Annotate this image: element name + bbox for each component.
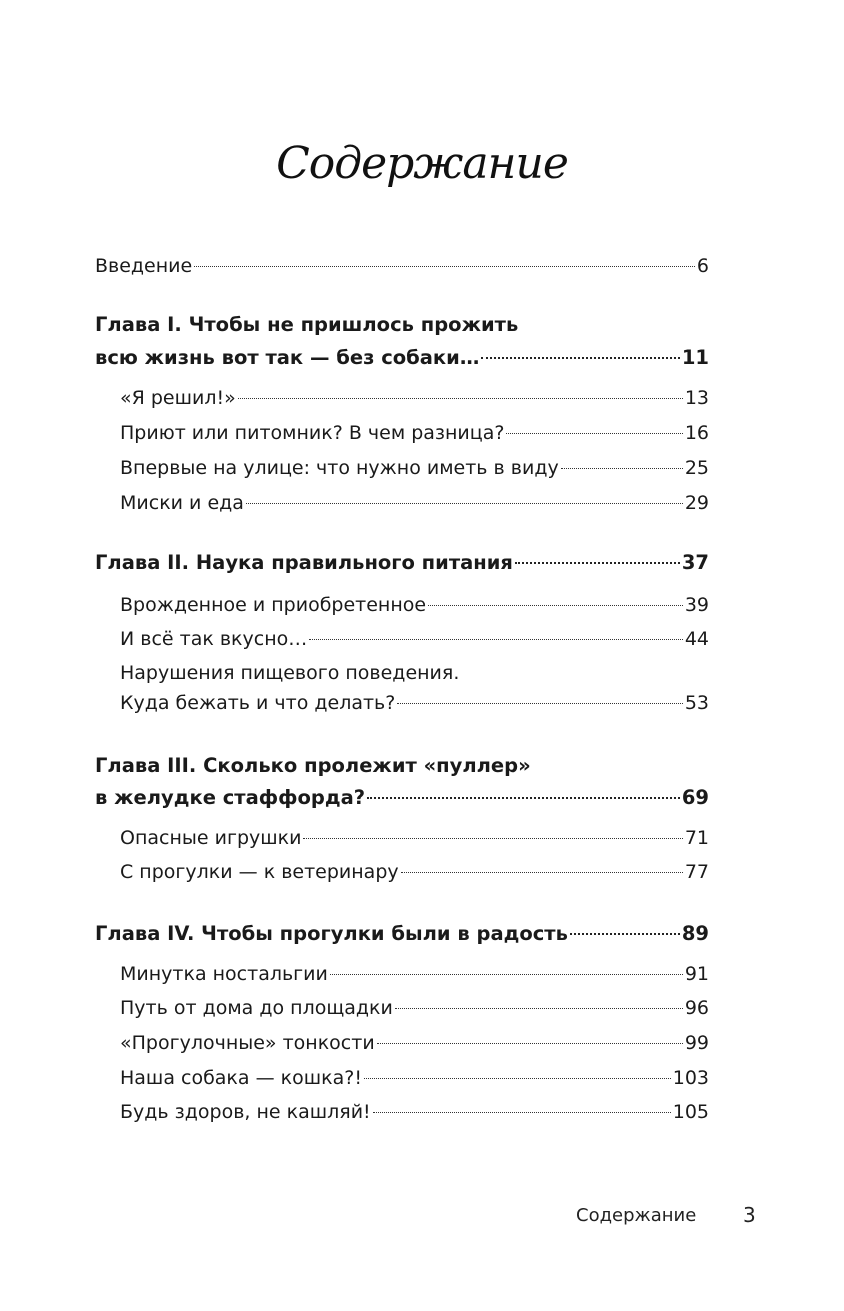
toc-entry-page: 44: [684, 628, 709, 650]
toc-entry-intro[interactable]: [95, 254, 709, 278]
toc-entry-label: С прогулки — к ветеринару: [120, 861, 399, 883]
dot-leader: [515, 562, 680, 564]
running-footer-label: Содержание: [576, 1205, 697, 1226]
dot-leader: [377, 1043, 683, 1044]
toc-entry-label: в желудке стаффорда?: [95, 786, 366, 809]
toc-entry-label: Путь от дома до площадки: [120, 997, 393, 1019]
toc-entry-label: «Прогулочные» тонкости: [120, 1032, 375, 1054]
toc-entry-page: 53: [684, 692, 709, 714]
toc-entry-page: 103: [672, 1067, 709, 1089]
toc-entry-ch1-s2[interactable]: [120, 421, 709, 445]
toc-entry-page: 39: [684, 594, 709, 616]
toc-entry-page: 89: [681, 922, 709, 945]
toc-entry-label: Минутка ностальгии: [120, 963, 328, 985]
toc-entry-label: Врожденное и приобретенное: [120, 594, 427, 616]
page-title: Содержание: [276, 138, 568, 189]
toc-entry-label: Наша собака — кошка?!: [120, 1067, 362, 1089]
toc-chapter-3-line1[interactable]: Глава III. Сколько пролежит «пуллер»: [95, 754, 531, 777]
toc-entry-ch4-s1[interactable]: [120, 962, 709, 986]
dot-leader: [481, 357, 680, 359]
toc-entry-page: 91: [684, 963, 709, 985]
toc-entry-ch3-s1[interactable]: [120, 826, 709, 850]
toc-entry-ch2-s3-line1[interactable]: Нарушения пищевого поведения.: [120, 662, 460, 684]
toc-entry-ch1-s3[interactable]: [120, 456, 709, 480]
toc-entry-page: 96: [684, 997, 709, 1019]
toc-entry-ch4-s2[interactable]: [120, 996, 709, 1020]
dot-leader: [506, 433, 682, 434]
dot-leader: [561, 468, 683, 469]
toc-entry-page: 25: [684, 457, 709, 479]
dot-leader: [246, 503, 683, 504]
toc-entry-label: Глава II. Наука правильного питания: [95, 551, 513, 574]
dot-leader: [395, 1008, 683, 1009]
dot-leader: [364, 1078, 671, 1079]
dot-leader: [428, 605, 683, 606]
dot-leader: [401, 872, 683, 873]
toc-entry-ch3-s2[interactable]: [120, 860, 709, 884]
toc-entry-page: 11: [681, 346, 709, 369]
toc-entry-label: «Я решил!»: [120, 387, 236, 409]
dot-leader: [367, 797, 680, 799]
toc-entry-page: 29: [684, 492, 709, 514]
toc-chapter-2[interactable]: [95, 551, 709, 575]
dot-leader: [194, 266, 695, 267]
toc-entry-page: 77: [684, 861, 709, 883]
toc-entry-label: Приют или питомник? В чем разница?: [120, 422, 505, 444]
toc-entry-label: Введение: [95, 255, 193, 277]
toc-entry-label: Опасные игрушки: [120, 827, 302, 849]
toc-entry-ch2-s2[interactable]: [120, 627, 709, 651]
dot-leader: [303, 838, 682, 839]
toc-entry-ch2-s1[interactable]: [120, 593, 709, 617]
toc-chapter-4[interactable]: [95, 922, 709, 946]
toc-entry-label: Будь здоров, не кашляй!: [120, 1101, 371, 1123]
toc-entry-page: 99: [684, 1032, 709, 1054]
toc-entry-ch4-s5[interactable]: [120, 1100, 709, 1124]
toc-entry-page: 37: [681, 551, 709, 574]
dot-leader: [570, 933, 680, 935]
toc-entry-page: 16: [684, 422, 709, 444]
dot-leader: [238, 398, 683, 399]
toc-entry-label: Впервые на улице: что нужно иметь в виду: [120, 457, 559, 479]
toc-entry-label: Куда бежать и что делать?: [120, 692, 396, 714]
toc-entry-ch4-s3[interactable]: [120, 1031, 709, 1055]
page-number: 3: [743, 1203, 756, 1227]
toc-entry-page: 6: [696, 255, 709, 277]
toc-entry-label: Миски и еда: [120, 492, 244, 514]
toc-entry-ch4-s4[interactable]: [120, 1066, 709, 1090]
toc-entry-page: 105: [672, 1101, 709, 1123]
dot-leader: [373, 1112, 671, 1113]
toc-entry-ch1-s4[interactable]: [120, 491, 709, 515]
toc-entry-label: Глава IV. Чтобы прогулки были в радость: [95, 922, 568, 945]
toc-entry-page: 71: [684, 827, 709, 849]
toc-entry-label: И всё так вкусно…: [120, 628, 308, 650]
dot-leader: [330, 974, 683, 975]
toc-chapter-1-line1[interactable]: Глава I. Чтобы не пришлось прожить: [95, 313, 519, 336]
toc-entry-page: 13: [684, 387, 709, 409]
toc-entry-label: всю жизнь вот так — без собаки…: [95, 346, 480, 369]
toc-entry-page: 69: [681, 786, 709, 809]
dot-leader: [397, 703, 682, 704]
toc-entry-ch1-s1[interactable]: [120, 386, 709, 410]
toc-chapter-3[interactable]: [95, 786, 709, 810]
dot-leader: [309, 639, 683, 640]
toc-chapter-1[interactable]: [95, 346, 709, 370]
toc-entry-ch2-s3[interactable]: [120, 691, 709, 715]
